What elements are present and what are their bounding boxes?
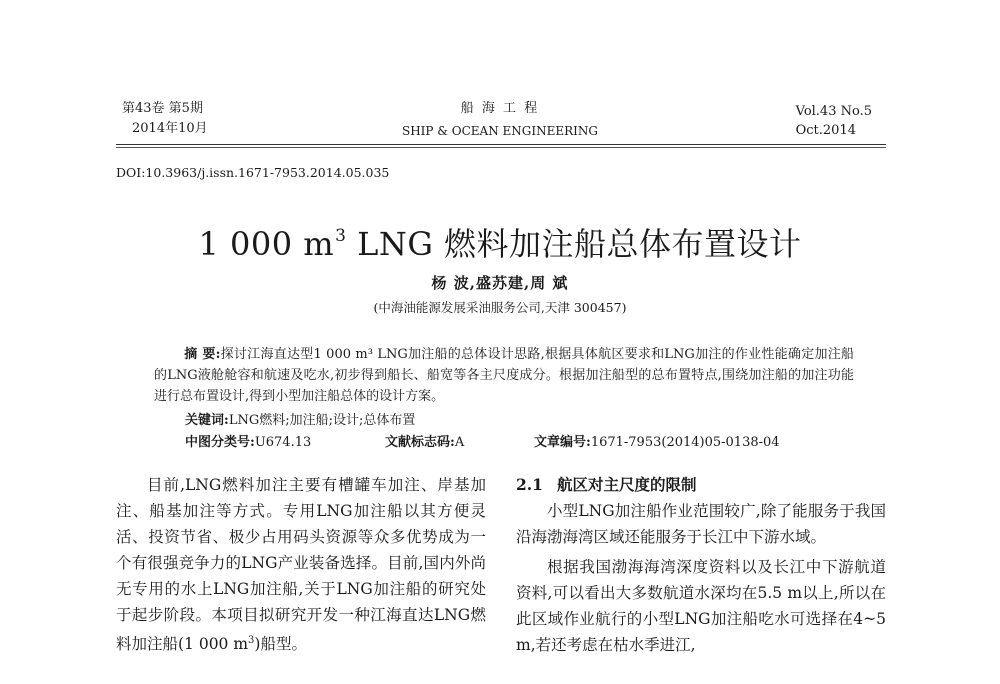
right-column bbox=[516, 472, 886, 658]
left-p1-b: )船型。 bbox=[254, 635, 307, 653]
authors: 杨 波,盛苏建,周 斌 bbox=[431, 274, 569, 292]
left-paragraph-1 bbox=[116, 472, 486, 657]
journal-title-en: SHIP & OCEAN ENGINEERING bbox=[401, 124, 599, 138]
abstract-text: 探讨江海直达型1 000 m³ LNG加注船的总体设计思路,根据具体航区要求和LNG加注的作业性能确定加注船的LNG液舱舱容和航速及吃水,初步得到船长、船宽等各主尺度成分。根据加注船型的总布置特点,围绕加注船的加注功能进行总布置设计,得到小型加注船总体的设计方案。 bbox=[154, 347, 854, 404]
title-superscript: 3 bbox=[335, 226, 347, 246]
left-column bbox=[116, 472, 486, 657]
right-paragraph-1: 小型LNG加注船作业范围较广,除了能服务于我国沿海渤海湾区域还能服务于长江中下游水域。 bbox=[516, 502, 886, 546]
clc-value: U674.13 bbox=[254, 435, 312, 450]
section-number: 2.1 bbox=[516, 475, 543, 494]
date-en: Oct.2014 bbox=[795, 123, 856, 138]
abstract-label: 摘 要: bbox=[184, 347, 221, 362]
affiliation: (中海油能源发展采油服务公司,天津 300457) bbox=[373, 300, 627, 315]
keywords bbox=[185, 411, 415, 431]
volume-en: Vol.43 No.5 bbox=[795, 104, 872, 119]
clc-number bbox=[185, 433, 311, 453]
header-rule bbox=[116, 144, 886, 145]
title-prefix: 1 000 m bbox=[198, 225, 335, 263]
doc-value: A bbox=[454, 435, 465, 450]
section-title: 航区对主尺度的限制 bbox=[556, 475, 697, 494]
article-value: 1671-7953(2014)05-0138-04 bbox=[590, 435, 780, 450]
title-rest: LNG 燃料加注船总体布置设计 bbox=[346, 225, 802, 263]
article-label: 文章编号: bbox=[534, 435, 591, 450]
journal-date: 2014年10月 bbox=[132, 121, 208, 136]
doc-label: 文献标志码: bbox=[385, 435, 455, 450]
journal-title-cn: 船 海 工 程 bbox=[460, 101, 540, 116]
keywords-text: LNG燃料;加注船;设计;总体布置 bbox=[228, 413, 416, 428]
paper-title bbox=[0, 214, 1000, 266]
document-code bbox=[385, 433, 464, 453]
abstract bbox=[154, 344, 854, 407]
header-rule-2 bbox=[116, 147, 886, 148]
keywords-label: 关键词: bbox=[185, 413, 229, 428]
doi: DOI:10.3963/j.issn.1671-7953.2014.05.035 bbox=[116, 165, 390, 180]
article-number bbox=[534, 433, 780, 453]
clc-label: 中图分类号: bbox=[185, 435, 255, 450]
left-p1-a: 目前,LNG燃料加注主要有槽罐车加注、岸基加注、船基加注等方式。专用LNG加注船以其方便灵活、投资节省、极少占用码头资源等众多优势成为一个有很强竞争力的LNG产业装备选择。目前,国内外尚无专用的水上LNG加注船,关于LNG加注船的研究处于起步阶段。本项目拟研究开发一种江海直达LNG燃料加注船(1 000 m bbox=[116, 476, 486, 653]
left-p1-sup: 3 bbox=[248, 635, 255, 646]
section-heading bbox=[516, 472, 886, 498]
journal-volume-issue: 第43卷 第5期 bbox=[122, 101, 203, 116]
right-paragraph-2: 根据我国渤海海湾深度资料以及长江中下游航道资料,可以看出大多数航道水深均在5.5 m以上,所以在此区域作业航行的小型LNG加注船吃水可选择在4~5 m,若还考虑在枯水季进江, bbox=[516, 558, 886, 654]
